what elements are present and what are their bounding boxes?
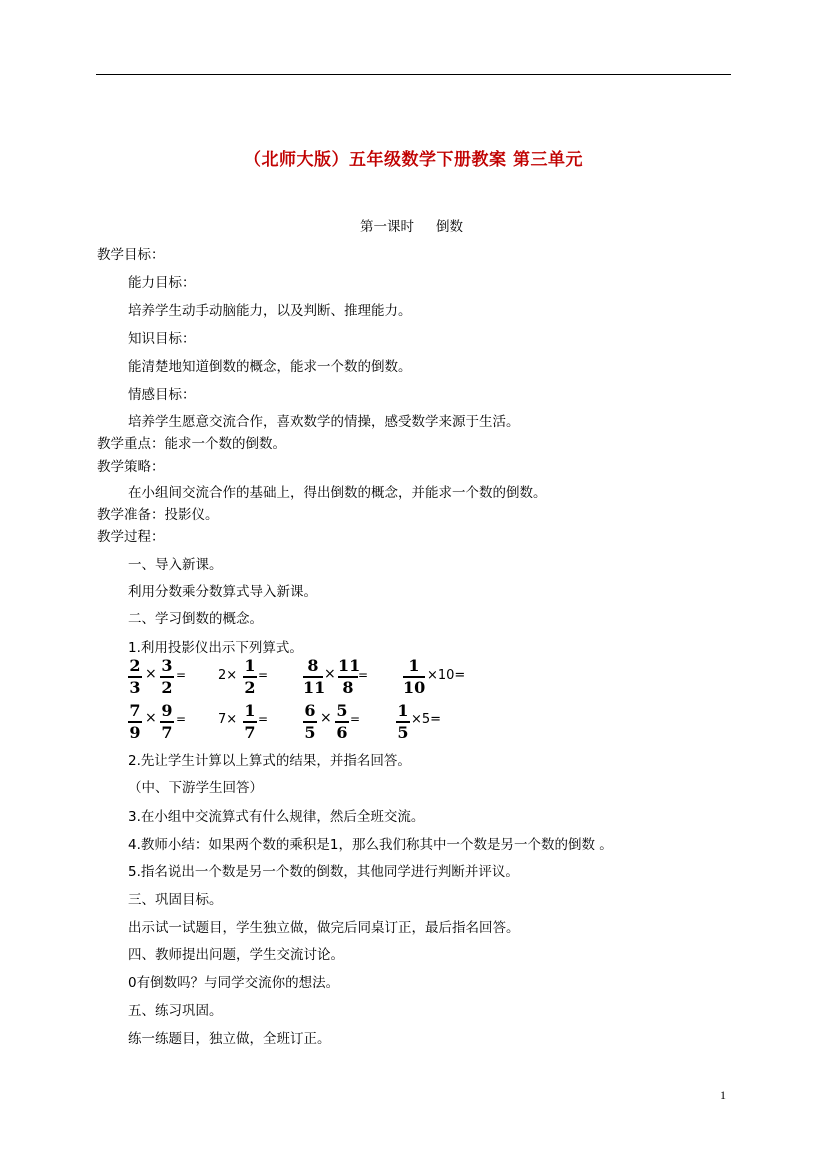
fraction: 8 11 bbox=[303, 656, 326, 697]
fraction: 9 7 bbox=[161, 701, 173, 742]
text-line: 在小组间交流合作的基础上，得出倒数的概念，并能求一个数的倒数。 bbox=[128, 485, 547, 501]
section-heading: 教学过程： bbox=[97, 529, 165, 545]
fraction: 1 2 bbox=[244, 656, 256, 697]
lesson-number: 第一课时 bbox=[360, 219, 414, 235]
factor-text: ×5= bbox=[411, 712, 442, 727]
multiply-sign: × bbox=[145, 710, 157, 726]
fraction: 5 6 bbox=[336, 701, 348, 742]
equals-sign: = bbox=[176, 668, 187, 682]
text-line: 培养学生动手动脑能力，以及判断、推理能力。 bbox=[128, 303, 412, 319]
text-line: 二、学习倒数的概念。 bbox=[128, 611, 263, 627]
fraction: 11 8 bbox=[338, 656, 361, 697]
text-line: 5.指名说出一个数是另一个数的倒数，其他同学进行判断并评议。 bbox=[128, 864, 519, 880]
multiply-sign: × bbox=[324, 666, 336, 682]
fraction: 3 2 bbox=[161, 656, 173, 697]
text-line: 三、巩固目标。 bbox=[128, 892, 223, 908]
sub-heading: 情感目标： bbox=[128, 387, 196, 403]
fraction: 6 5 bbox=[304, 701, 316, 742]
page-number: 1 bbox=[720, 1088, 726, 1102]
equals-sign: = bbox=[176, 712, 187, 726]
factor-text: ×10= bbox=[427, 668, 466, 683]
sub-heading: 能力目标： bbox=[128, 275, 196, 291]
text-line: 利用分数乘分数算式导入新课。 bbox=[128, 584, 317, 600]
equals-sign: = bbox=[258, 668, 269, 682]
section-heading: 教学目标： bbox=[97, 247, 165, 263]
text-line: （中、下游学生回答） bbox=[128, 780, 263, 796]
document-title: （北师大版）五年级数学下册教案 第三单元 bbox=[244, 150, 583, 170]
text-line: 练一练题目，独立做，全班订正。 bbox=[128, 1031, 331, 1047]
multiply-sign: × bbox=[145, 666, 157, 682]
section-heading: 教学重点：能求一个数的倒数。 bbox=[97, 436, 286, 452]
multiply-sign: × bbox=[320, 710, 332, 726]
text-line: 培养学生愿意交流合作，喜欢数学的情操，感受数学来源于生活。 bbox=[128, 414, 520, 430]
equals-sign: = bbox=[350, 712, 361, 726]
text-line: 出示试一试题目，学生独立做，做完后同桌订正，最后指名回答。 bbox=[128, 920, 520, 936]
factor-text: 2× bbox=[218, 668, 238, 683]
text-line: 能清楚地知道倒数的概念，能求一个数的倒数。 bbox=[128, 359, 412, 375]
sub-heading: 知识目标： bbox=[128, 331, 196, 347]
text-line: 3.在小组中交流算式有什么规律，然后全班交流。 bbox=[128, 809, 425, 825]
lesson-subtitle bbox=[360, 215, 463, 235]
text-line: 2.先让学生计算以上算式的结果，并指名回答。 bbox=[128, 753, 411, 769]
section-heading: 教学策略： bbox=[97, 459, 165, 475]
text-line: 四、教师提出问题，学生交流讨论。 bbox=[128, 947, 344, 963]
fraction: 1 5 bbox=[397, 701, 409, 742]
equals-sign: = bbox=[358, 668, 369, 682]
text-line: 一、导入新课。 bbox=[128, 557, 223, 573]
text-line: 五、练习巩固。 bbox=[128, 1003, 223, 1019]
fraction: 1 10 bbox=[403, 656, 426, 697]
factor-text: 7× bbox=[218, 712, 238, 727]
fraction: 7 9 bbox=[129, 701, 141, 742]
text-line: 1.利用投影仪出示下列算式。 bbox=[128, 640, 303, 656]
equals-sign: = bbox=[258, 712, 269, 726]
lesson-topic: 倒数 bbox=[436, 219, 463, 235]
text-line: 0有倒数吗？与同学交流你的想法。 bbox=[128, 975, 340, 991]
header-rule bbox=[96, 74, 731, 75]
section-heading: 教学准备：投影仪。 bbox=[97, 507, 219, 523]
fraction: 2 3 bbox=[129, 656, 141, 697]
text-line: 4.教师小结：如果两个数的乘积是1，那么我们称其中一个数是另一个数的倒数 。 bbox=[128, 837, 613, 853]
fraction: 1 7 bbox=[244, 701, 256, 742]
